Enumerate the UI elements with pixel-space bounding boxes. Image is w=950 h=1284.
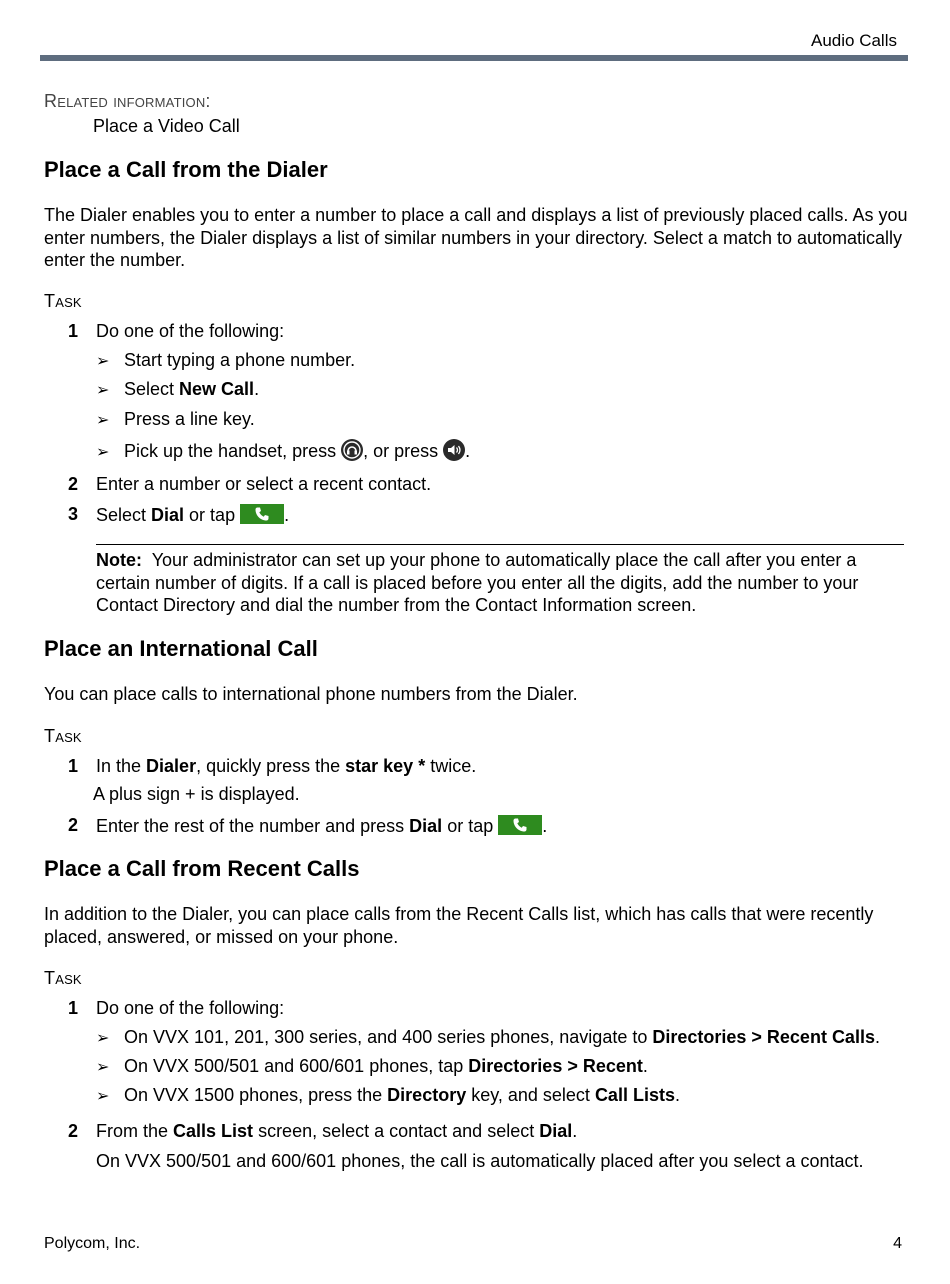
international-task-label: Task: [44, 726, 82, 746]
footer-page-number: 4: [893, 1235, 902, 1252]
dialer-bullet-1: ➢ Start typing a phone number.: [96, 350, 356, 370]
related-information-label: Related information:: [44, 91, 211, 111]
bullet-arrow-icon: ➢: [96, 1030, 110, 1047]
international-step-2-text: Enter the rest of the number and press Dial or tap .: [96, 816, 548, 836]
dialer-step-2-number: 2: [68, 474, 79, 494]
dialer-bullet-2: ➢ Select New Call.: [96, 379, 260, 399]
bullet-arrow-icon: ➢: [96, 382, 110, 399]
footer-company: Polycom, Inc.: [44, 1235, 141, 1252]
recent-step-1-text: Do one of the following:: [96, 998, 285, 1018]
recent-bullet-3: ➢ On VVX 1500 phones, press the Directory key, and select Call Lists.: [96, 1085, 680, 1105]
international-step-1-result: A plus sign + is displayed.: [93, 784, 300, 804]
dialer-bullet-4: ➢ Pick up the handset, press , or press .: [96, 441, 471, 461]
international-step-1-number: 1: [68, 756, 79, 776]
dialer-step-3-text: Select Dial or tap .: [96, 505, 290, 525]
international-step-2-number: 2: [68, 815, 79, 835]
dialer-note: Note: Your administrator can set up your phone to automatically place the call after you enter a certain number of digits. If a call is placed before you enter all the digits, add the number to your Contact Directory and dial the number from the Contact Information screen.: [96, 550, 859, 615]
bullet-arrow-icon: ➢: [96, 1088, 110, 1105]
header-rule: [40, 55, 908, 61]
recent-bullet-1: ➢ On VVX 101, 201, 300 series, and 400 series phones, navigate to Directories > Recent Calls.: [96, 1027, 880, 1047]
dial-button-icon: [498, 815, 542, 835]
recent-bullet-2: ➢ On VVX 500/501 and 600/601 phones, tap Directories > Recent.: [96, 1056, 648, 1076]
recent-step-2-text: From the Calls List screen, select a contact and select Dial.: [96, 1121, 578, 1141]
recent-step-2-number: 2: [68, 1121, 79, 1141]
speakerphone-icon: [443, 439, 465, 461]
recent-step-1-number: 1: [68, 998, 79, 1018]
dialer-step-1-number: 1: [68, 321, 79, 341]
international-intro: You can place calls to international phone numbers from the Dialer.: [44, 684, 578, 704]
recent-task-label: Task: [44, 968, 82, 988]
section-title-recent: Place a Call from Recent Calls: [44, 856, 360, 881]
bullet-arrow-icon: ➢: [96, 353, 110, 370]
related-link-place-video-call[interactable]: Place a Video Call: [93, 116, 240, 136]
dialer-bullet-3: ➢ Press a line key.: [96, 409, 255, 429]
dialer-task-label: Task: [44, 291, 82, 311]
dialer-step-1-text: Do one of the following:: [96, 321, 285, 341]
international-step-1-text: In the Dialer, quickly press the star key * twice.: [96, 756, 477, 776]
dialer-intro: The Dialer enables you to enter a number to place a call and displays a list of previously placed calls. As you enter numbers, the Dialer displays a list of similar numbers in your directory. Select a match to automatically enter the number.: [44, 205, 908, 270]
section-title-international: Place an International Call: [44, 636, 318, 661]
running-header: Audio Calls: [811, 31, 897, 50]
section-title-dialer: Place a Call from the Dialer: [44, 157, 328, 182]
bullet-arrow-icon: ➢: [96, 1059, 110, 1076]
recent-step-2-result: On VVX 500/501 and 600/601 phones, the call is automatically placed after you select a contact.: [96, 1151, 864, 1171]
note-rule: [96, 544, 904, 545]
dialer-step-3-number: 3: [68, 504, 79, 524]
bullet-arrow-icon: ➢: [96, 444, 110, 461]
headset-icon: [341, 439, 363, 461]
recent-intro: In addition to the Dialer, you can place calls from the Recent Calls list, which has calls that were recently placed, answered, or missed on your phone.: [44, 904, 874, 947]
dial-button-icon: [240, 504, 284, 524]
dialer-step-2-text: Enter a number or select a recent contact.: [96, 474, 432, 494]
bullet-arrow-icon: ➢: [96, 412, 110, 429]
